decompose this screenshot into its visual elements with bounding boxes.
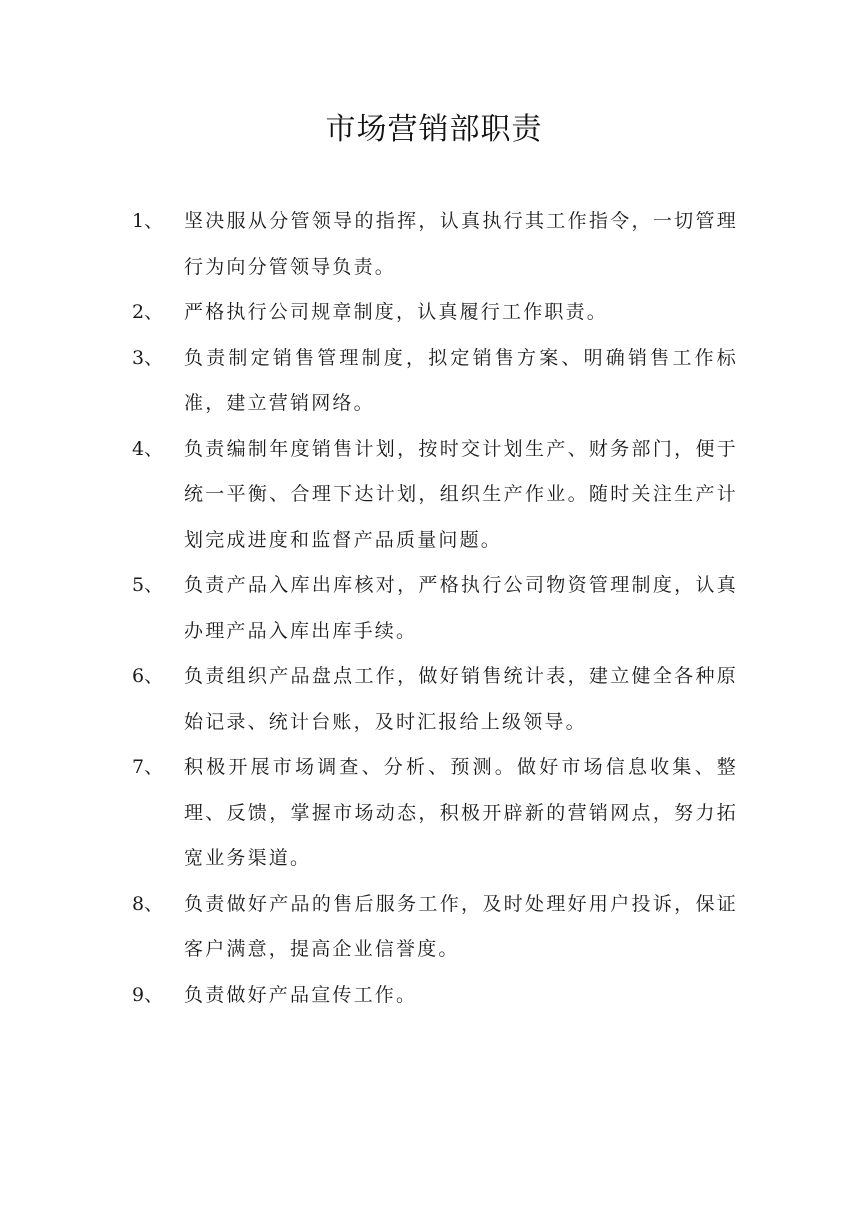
item-text: 严格执行公司规章制度，认真履行工作职责。	[184, 301, 609, 323]
item-text: 负责做好产品的售后服务工作，及时处理好用户投诉，保证客户满意，提高企业信誉度。	[184, 892, 738, 960]
item-text: 负责组织产品盘点工作，做好销售统计表，建立健全各种原始记录、统计台账，及时汇报给上级领导。	[184, 665, 738, 733]
item-number: 6、	[132, 665, 164, 687]
item-text: 负责编制年度销售计划，按时交计划生产、财务部门，便于统一平衡、合理下达计划，组织生产作业。随时关注生产计划完成进度和监督产品质量问题。	[184, 437, 738, 551]
list-item	[0, 654, 738, 745]
item-text: 负责做好产品宣传工作。	[184, 983, 418, 1006]
page-title: 市场营销部职责	[325, 112, 543, 147]
list-item	[0, 973, 738, 1019]
list-item	[0, 745, 738, 882]
item-number: 1、	[132, 210, 164, 232]
item-number: 9、	[132, 983, 164, 1006]
item-text: 积极开展市场调查、分析、预测。做好市场信息收集、整理、反馈，掌握市场动态，积极开辟新的营销网点，努力拓宽业务渠道。	[184, 756, 738, 869]
list-item	[0, 563, 738, 654]
item-number: 5、	[132, 574, 164, 596]
item-text: 负责产品入库出库核对，严格执行公司物资管理制度，认真办理产品入库出库手续。	[184, 574, 738, 642]
item-number: 8、	[132, 892, 164, 915]
item-number: 2、	[132, 301, 164, 323]
item-number: 4、	[132, 437, 164, 460]
list-item	[0, 199, 738, 290]
list-item	[0, 290, 738, 336]
item-number: 7、	[132, 756, 164, 778]
item-text: 坚决服从分管领导的指挥，认真执行其工作指令，一切管理行为向分管领导负责。	[184, 210, 738, 278]
list-item	[0, 882, 738, 973]
list-item	[0, 427, 738, 564]
list-item	[0, 336, 738, 427]
item-text: 负责制定销售管理制度，拟定销售方案、明确销售工作标准，建立营销网络。	[184, 346, 738, 414]
duty-list	[0, 199, 868, 1018]
item-number: 3、	[132, 346, 164, 369]
